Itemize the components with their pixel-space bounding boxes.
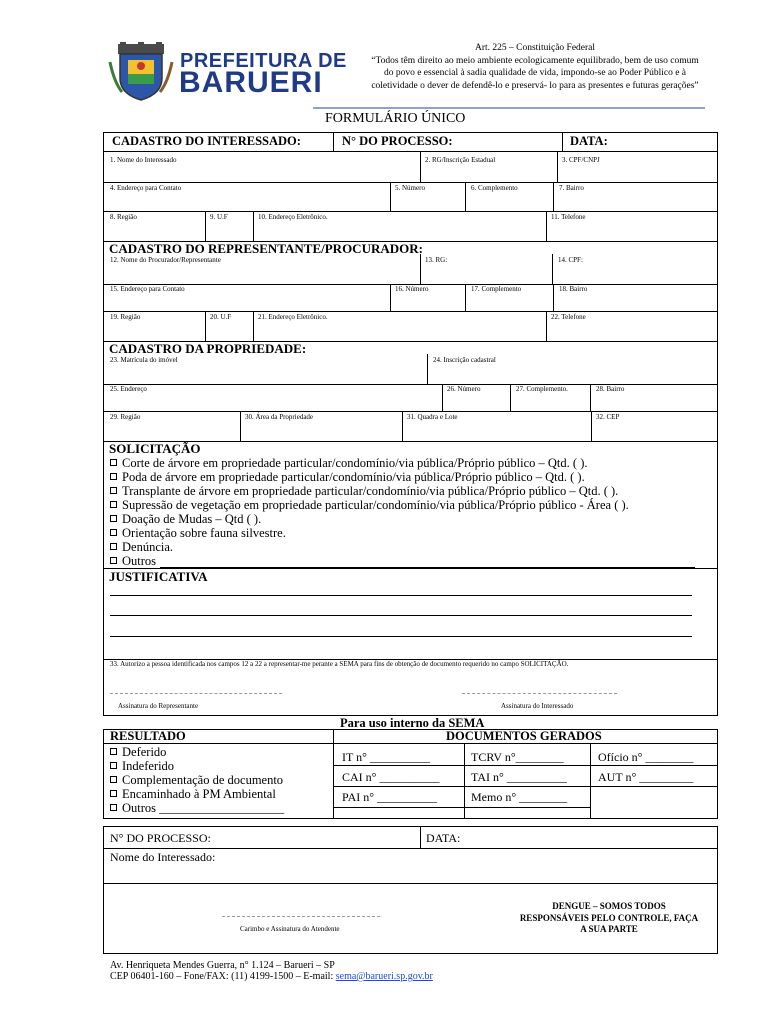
field-cep-propriedade[interactable]: 32. CEP [596, 413, 620, 421]
resultado-option[interactable] [110, 801, 284, 816]
protocolo-nome[interactable]: Nome do Interessado: [110, 850, 216, 864]
dengue-line: RESPONSÁVEIS PELO CONTROLE, FAÇA [519, 912, 699, 923]
field-endereco-interessado[interactable]: 4. Endereço para Contato [110, 184, 182, 192]
protocolo-data[interactable]: DATA: [426, 831, 461, 845]
solicitacao-option[interactable] [110, 554, 156, 569]
protocolo-processo[interactable]: N° DO PROCESSO: [110, 831, 211, 845]
field-regiao-interessado[interactable]: 8. Região [110, 213, 137, 221]
field-inscricao[interactable]: 24. Inscrição cadastral [433, 356, 496, 364]
field-telefone-representante[interactable]: 22. Telefone [551, 313, 586, 321]
option-label: Poda de árvore em propriedade particular/condomínio/via pública/Próprio público – Qtd. ( ). [122, 470, 585, 484]
form-title: FORMULÁRIO ÚNICO [325, 111, 466, 126]
checkbox-icon[interactable] [110, 473, 117, 480]
field-endereco-propriedade[interactable]: 25. Endereço [110, 385, 147, 393]
option-label: Corte de árvore em propriedade particular/condomínio/via pública/Próprio público – Qtd. ( ). [122, 456, 588, 470]
checkbox-icon[interactable] [110, 543, 117, 550]
sig-interessado: Assinatura do Interessado [501, 702, 574, 710]
field-bairro-propriedade[interactable]: 28. Bairro [596, 385, 625, 393]
solicitacao-option[interactable] [110, 470, 585, 485]
header-divider [313, 107, 705, 109]
field-numero-representante[interactable]: 16. Número [395, 285, 429, 293]
field-email-representante[interactable]: 21. Endereço Eletrônico. [258, 313, 328, 321]
doc-it[interactable]: IT n° __________ [342, 750, 430, 764]
doc-pai[interactable]: PAI n° __________ [342, 790, 438, 804]
resultado-option[interactable] [110, 759, 174, 774]
city-crest-icon [108, 42, 174, 102]
checkbox-icon[interactable] [110, 459, 117, 466]
law-line: do povo e essencial à sadia qualidade de vida, impondo-se ao Poder Público e à [383, 68, 687, 78]
checkbox-icon[interactable] [110, 776, 117, 783]
checkbox-icon[interactable] [110, 790, 117, 797]
doc-aut[interactable]: AUT n° _________ [598, 770, 694, 784]
field-matricula[interactable]: 23. Matrícula do imóvel [110, 356, 178, 364]
field-uf-interessado[interactable]: 9. U.F [210, 213, 228, 221]
field-nome-representante[interactable]: 12. Nome do Procurador/Representante [110, 256, 221, 264]
field-uf-representante[interactable]: 20. U.F [210, 313, 232, 321]
field-bairro-representante[interactable]: 18. Bairro [559, 285, 588, 293]
law-quote [335, 42, 735, 92]
field-nome-interessado[interactable]: 1. Nome do Interessado [110, 156, 177, 164]
sig-representante: Assinatura do Representante [118, 702, 199, 710]
dengue-notice [498, 901, 720, 936]
checkbox-icon[interactable] [110, 557, 117, 564]
logo-line2: BARUERI [179, 66, 323, 99]
dengue-line: DENGUE – SOMOS TODOS [552, 901, 666, 911]
resultado-label: Encaminhado à PM Ambiental [122, 787, 276, 801]
law-line: “Todos têm direito ao meio ambiente ecologicamente equilibrado, bem de uso comum [371, 55, 699, 66]
field-complemento-propriedade[interactable]: 27. Complemento. [516, 385, 568, 393]
field-rg-interessado[interactable]: 2. RG/Inscrição Estadual [425, 156, 496, 164]
option-label: Orientação sobre fauna silvestre. [122, 526, 286, 540]
resultado-label: Deferido [122, 745, 167, 759]
checkbox-icon[interactable] [110, 804, 117, 811]
doc-tai[interactable]: TAI n° __________ [471, 770, 567, 784]
field-regiao-propriedade[interactable]: 29. Região [110, 413, 141, 421]
signature-line[interactable] [222, 916, 380, 917]
field-endereco-representante[interactable]: 15. Endereço para Contato [110, 285, 185, 293]
checkbox-icon[interactable] [110, 515, 117, 522]
field-cpf-interessado[interactable]: 3. CPF/CNPJ [562, 156, 600, 164]
field-numero-propriedade[interactable]: 26. Número [447, 385, 481, 393]
documentos-title: DOCUMENTOS GERADOS [446, 729, 602, 743]
carimbo-label: Carimbo e Assinatura do Atendente [240, 925, 340, 933]
signature-line[interactable] [110, 693, 282, 694]
propriedade-title: CADASTRO DA PROPRIEDADE: [109, 341, 307, 356]
law-line: coletividade o dever de defendê-lo e preservá- lo para as presentes e futuras gerações” [371, 80, 699, 91]
resultado-title: RESULTADO [110, 729, 186, 743]
option-label: Outros [122, 554, 157, 568]
justificativa-line[interactable] [110, 636, 692, 637]
field-quadra-lote[interactable]: 31. Quadra e Lote [407, 413, 458, 421]
resultado-label: Complementação de documento [122, 773, 284, 787]
field-cpf-representante[interactable]: 14. CPF: [558, 256, 583, 264]
justificativa-line[interactable] [110, 615, 692, 616]
field-complemento-interessado[interactable]: 6. Complemento [471, 184, 518, 192]
option-label: Denúncia. [122, 540, 174, 554]
solicitacao-option[interactable] [110, 456, 588, 471]
footer-email-link[interactable]: sema@barueri.sp.gov.br [335, 971, 433, 982]
option-label: Transplante de árvore em propriedade particular/condomínio/via pública/Próprio público – Qtd. ( ). [122, 484, 619, 498]
autorizacao-text: 33. Autorizo a pessoa identificada nos campos 12 a 22 a representar-me perante a SEMA para fins de obtenção de documento requerido no campo SOLICITAÇÃO. [110, 660, 569, 668]
solicitacao-option[interactable] [110, 512, 261, 527]
option-label: Doação de Mudas – Qtd ( ). [122, 512, 262, 526]
uso-interno-title: Para uso interno da SEMA [340, 716, 485, 730]
doc-memo[interactable]: Memo n° ________ [471, 790, 568, 804]
processo-label: N° DO PROCESSO: [342, 134, 453, 148]
checkbox-icon[interactable] [110, 529, 117, 536]
resultado-option[interactable] [110, 773, 283, 788]
interessado-title: CADASTRO DO INTERESSADO: [112, 134, 301, 148]
solicitacao-title: SOLICITAÇÃO [109, 441, 201, 456]
justificativa-line[interactable] [110, 595, 692, 596]
footer-contact [110, 971, 433, 982]
field-complemento-representante[interactable]: 17. Complemento [471, 285, 522, 293]
checkbox-icon[interactable] [110, 762, 117, 769]
logo-line1: PREFEITURA DE [180, 50, 347, 72]
field-bairro-interessado[interactable]: 7. Bairro [559, 184, 584, 192]
checkbox-icon[interactable] [110, 748, 117, 755]
resultado-label: Indeferido [122, 759, 175, 773]
doc-cai[interactable]: CAI n° __________ [342, 770, 440, 784]
resultado-option[interactable] [110, 787, 276, 802]
representante-title: CADASTRO DO REPRESENTANTE/PROCURADOR: [109, 241, 423, 256]
field-rg-representante[interactable]: 13. RG: [425, 256, 448, 264]
solicitacao-option[interactable] [110, 526, 286, 541]
justificativa-title: JUSTIFICATIVA [109, 569, 208, 584]
field-regiao-representante[interactable]: 19. Região [110, 313, 141, 321]
field-area-propriedade[interactable]: 30. Área da Propriedade [245, 413, 314, 421]
signature-line[interactable] [462, 693, 617, 694]
checkbox-icon[interactable] [110, 487, 117, 494]
solicitacao-option[interactable] [110, 498, 629, 513]
field-numero-interessado[interactable]: 5. Número [395, 184, 425, 192]
field-telefone-interessado[interactable]: 11. Telefone [551, 213, 586, 221]
data-label: DATA: [570, 134, 608, 148]
doc-tcrv[interactable]: TCRV n°________ [471, 750, 564, 764]
law-title: Art. 225 – Constituição Federal [474, 43, 596, 53]
resultado-label: Outros ____________________ [122, 801, 285, 815]
footer-contact-text: CEP 06401-160 – Fone/FAX: (11) 4199-1500 – E-mail: [110, 971, 336, 982]
option-label: Supressão de vegetação em propriedade particular/condomínio/via pública/Próprio público - Área ( ). [122, 498, 629, 512]
doc-oficio[interactable]: Ofício n° ________ [598, 750, 694, 764]
solicitacao-option[interactable] [110, 484, 618, 499]
footer-address: Av. Henriqueta Mendes Guerra, n° 1.124 – Barueri – SP [110, 960, 335, 971]
resultado-option[interactable] [110, 745, 166, 760]
dengue-line: A SUA PARTE [580, 924, 638, 934]
field-email-interessado[interactable]: 10. Endereço Eletrônico. [258, 213, 328, 221]
checkbox-icon[interactable] [110, 501, 117, 508]
solicitacao-option[interactable] [110, 540, 173, 555]
